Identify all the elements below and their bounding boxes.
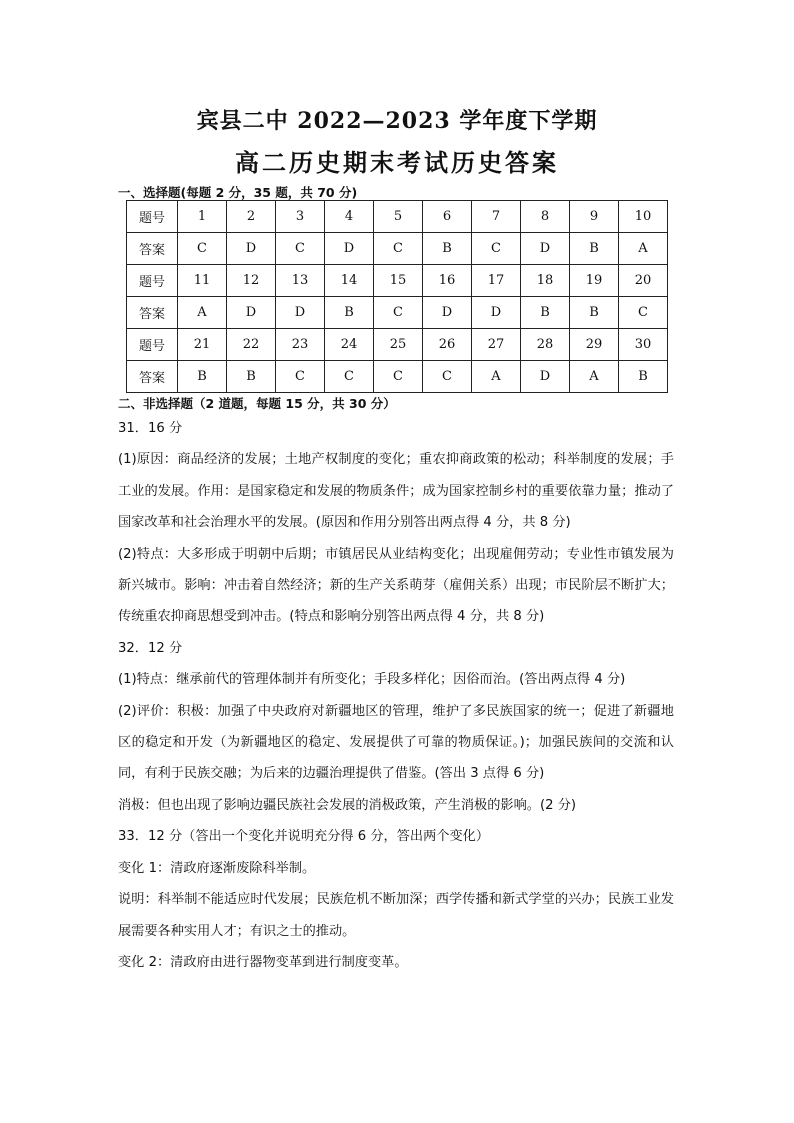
answer-cell: B	[423, 233, 472, 265]
question-number-cell: 7	[472, 201, 521, 233]
answer-cell: C	[325, 361, 374, 393]
answer-row-label: 答案	[127, 361, 178, 393]
paragraph: (1)原因：商品经济的发展；土地产权制度的变化；重农抑商政策的松动；科举制度的发展；手工业的发展。作用：是国家稳定和发展的物质条件；成为国家控制乡村的重要依靠力量；推动了国家改革和社会治理水平的发展。(原因和作用分别答出两点得 4 分，共 8 分)	[118, 452, 674, 531]
answer-cell: D	[521, 361, 570, 393]
question-number-cell: 30	[619, 329, 668, 361]
answer-cell: D	[227, 233, 276, 265]
question-number-cell: 20	[619, 265, 668, 297]
answer-row-label: 答案	[127, 297, 178, 329]
question-number-cell: 5	[374, 201, 423, 233]
page-title-line1: 宾县二中 2022—2023 学年度下学期	[196, 108, 598, 134]
question-number-cell: 25	[374, 329, 423, 361]
question-number-cell: 12	[227, 265, 276, 297]
answer-cell: B	[178, 361, 227, 393]
answer-cell: B	[227, 361, 276, 393]
section1-heading: 一、选择题(每题 2 分，35 题，共 70 分)	[118, 185, 358, 200]
answer-cell: A	[619, 233, 668, 265]
answer-cell: A	[570, 361, 619, 393]
answer-table-body	[127, 201, 668, 393]
answer-cell: B	[570, 297, 619, 329]
answer-cell: B	[325, 297, 374, 329]
question-number-cell: 1	[178, 201, 227, 233]
question-number-cell: 27	[472, 329, 521, 361]
answer-cell: C	[423, 361, 472, 393]
paragraph: 消极：但也出现了影响边疆民族社会发展的消极政策，产生消极的影响。(2 分)	[118, 797, 577, 813]
answer-cell: C	[374, 233, 423, 265]
paragraph: 32．12 分	[118, 640, 183, 656]
question-number-row	[127, 265, 668, 297]
question-number-cell: 19	[570, 265, 619, 297]
answer-cell: A	[178, 297, 227, 329]
paragraph: 33．12 分（答出一个变化并说明充分得 6 分，答出两个变化）	[118, 829, 490, 845]
answer-cell: C	[374, 361, 423, 393]
multiple-choice-answer-table	[126, 200, 668, 393]
answer-cell: B	[570, 233, 619, 265]
question-number-cell: 28	[521, 329, 570, 361]
question-number-cell: 6	[423, 201, 472, 233]
question-number-cell: 18	[521, 265, 570, 297]
question-number-cell: 23	[276, 329, 325, 361]
paragraph: 说明：科举制不能适应时代发展；民族危机不断加深；西学传播和新式学堂的兴办；民族工业发展需要各种实用人才；有识之士的推动。	[118, 892, 674, 939]
section2-heading: 二、非选择题（2 道题，每题 15 分，共 30 分）	[118, 396, 396, 411]
question-number-cell: 17	[472, 265, 521, 297]
question-number-row	[127, 329, 668, 361]
question-number-cell: 4	[325, 201, 374, 233]
question-number-row	[127, 201, 668, 233]
page-title-line2: 高二历史期末考试历史答案	[235, 148, 559, 177]
answer-cell: D	[423, 297, 472, 329]
question-number-cell: 14	[325, 265, 374, 297]
answer-cell: D	[227, 297, 276, 329]
answer-cell: C	[472, 233, 521, 265]
question-number-cell: 24	[325, 329, 374, 361]
paragraph: (2)特点：大多形成于明朝中后期；市镇居民从业结构变化；出现雇佣劳动；专业性市镇发展为新兴城市。影响：冲击着自然经济；新的生产关系萌芽（雇佣关系）出现；市民阶层不断扩大；传统重农抑商思想受到冲击。(特点和影响分别答出两点得 4 分，共 8 分)	[118, 546, 674, 625]
question-number-cell: 21	[178, 329, 227, 361]
question-number-cell: 3	[276, 201, 325, 233]
paragraph: 变化 2：清政府由进行器物变革到进行制度变革。	[118, 954, 408, 970]
answer-row	[127, 233, 668, 265]
answer-cell: C	[276, 233, 325, 265]
question-number-cell: 9	[570, 201, 619, 233]
question-number-cell: 29	[570, 329, 619, 361]
question-number-cell: 10	[619, 201, 668, 233]
answer-cell: C	[178, 233, 227, 265]
answer-row	[127, 297, 668, 329]
answer-cell: D	[521, 233, 570, 265]
question-number-cell: 13	[276, 265, 325, 297]
answer-cell: C	[276, 361, 325, 393]
question-number-row-label: 题号	[127, 201, 178, 233]
question-number-cell: 22	[227, 329, 276, 361]
answer-cell: C	[619, 297, 668, 329]
answer-cell: D	[325, 233, 374, 265]
question-number-cell: 15	[374, 265, 423, 297]
answer-cell: C	[374, 297, 423, 329]
paragraph: 31．16 分	[118, 421, 183, 436]
paragraph: (1)特点：继承前代的管理体制并有所变化；手段多样化；因俗而治。(答出两点得 4 分)	[118, 672, 626, 688]
answer-cell: D	[472, 297, 521, 329]
question-number-cell: 26	[423, 329, 472, 361]
answer-row-label: 答案	[127, 233, 178, 265]
question-number-cell: 8	[521, 201, 570, 233]
paragraph: 变化 1：清政府逐渐废除科举制。	[118, 860, 316, 876]
answer-cell: D	[276, 297, 325, 329]
answer-cell: B	[521, 297, 570, 329]
question-number-cell: 16	[423, 265, 472, 297]
answer-cell: A	[472, 361, 521, 393]
answer-cell: B	[619, 361, 668, 393]
question-number-cell: 11	[178, 265, 227, 297]
question-number-row-label: 题号	[127, 265, 178, 297]
paragraph: (2)评价：积极：加强了中央政府对新疆地区的管理，维护了多民族国家的统一；促进了新疆地区的稳定和开发（为新疆地区的稳定、发展提供了可靠的物质保证。)；加强民族间的交流和认同，有利于民族交融；为后来的边疆治理提供了借鉴。(答出 3 点得 6 分)	[118, 703, 674, 782]
answer-row	[127, 361, 668, 393]
question-number-row-label: 题号	[127, 329, 178, 361]
question-number-cell: 2	[227, 201, 276, 233]
free-response-answers	[118, 413, 674, 978]
